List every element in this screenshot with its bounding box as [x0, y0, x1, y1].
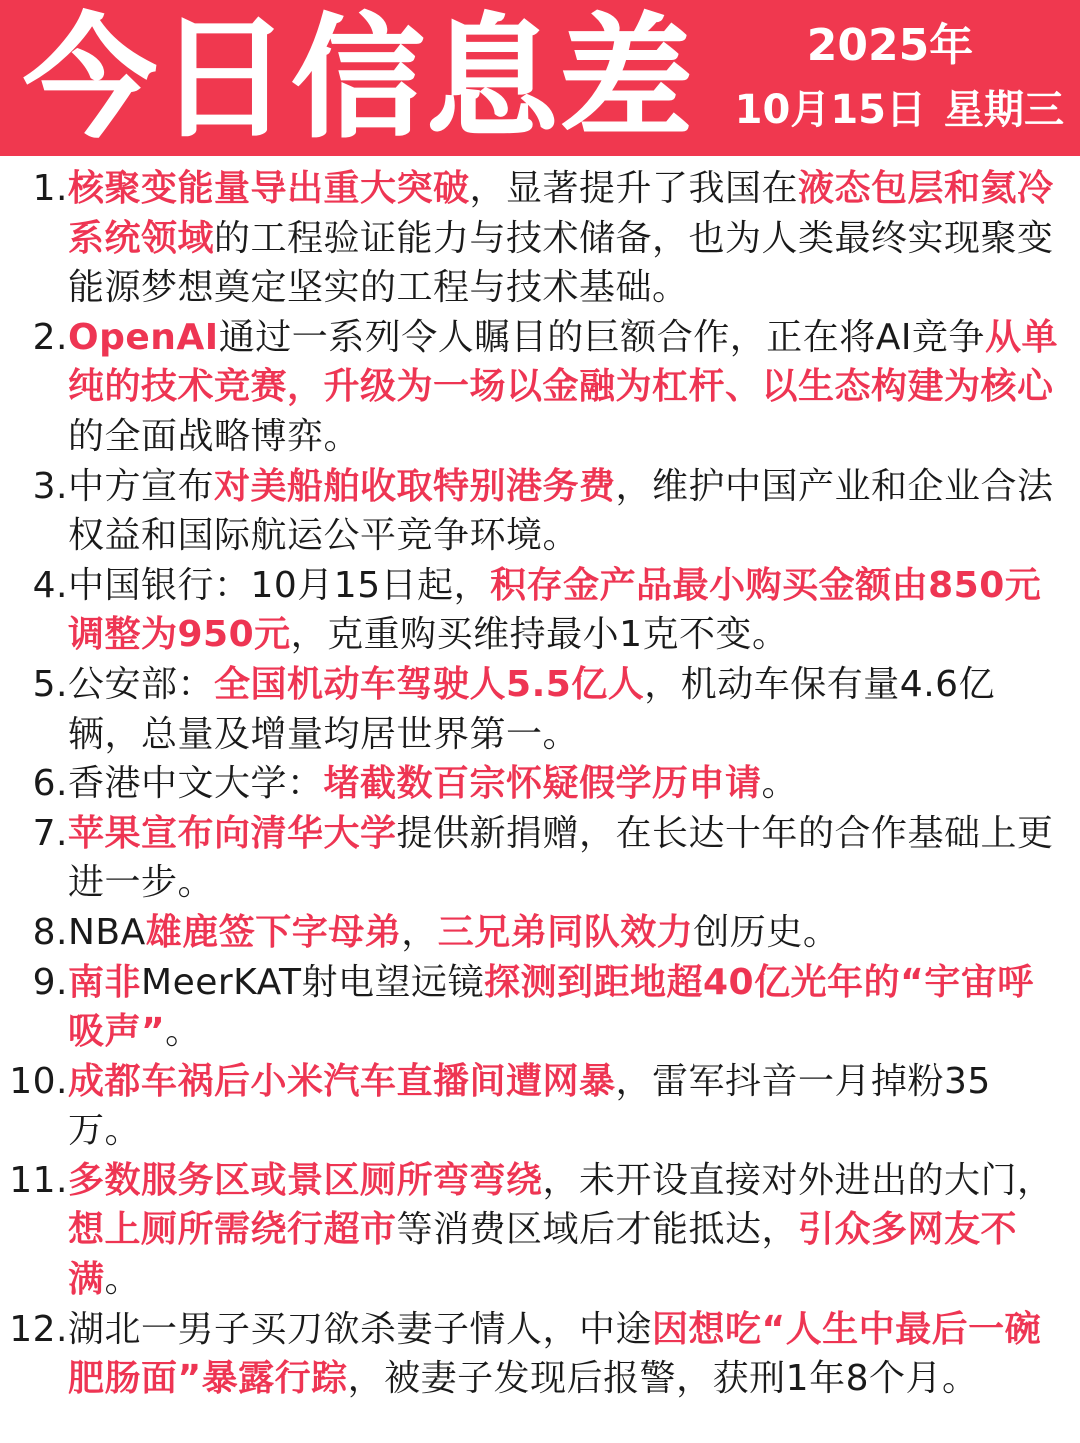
- news-item-number: 4.: [32, 564, 68, 606]
- news-item: [0, 561, 1080, 660]
- news-text: ，雷军抖音一月掉粉35万。: [68, 1060, 991, 1152]
- news-item-number: 5.: [32, 663, 68, 705]
- news-text: 的全面战略博弈。: [68, 415, 361, 457]
- news-highlight-text: 积存金产品最小购买金额由850元调整为950元: [68, 564, 1042, 656]
- news-highlight-text: 南非: [68, 961, 142, 1003]
- date-line: [735, 82, 1064, 138]
- news-text: 湖北一男子买刀欲杀妻子情人，中途: [68, 1308, 653, 1350]
- date-weekday: 星期三: [944, 87, 1064, 133]
- header-banner: [0, 0, 1080, 156]
- news-item-number: 11.: [9, 1159, 68, 1201]
- news-highlight-text: 堵截数百宗怀疑假学历申请: [323, 763, 762, 805]
- news-highlight-text: 苹果宣布向清华大学: [68, 812, 397, 854]
- news-text: ，被妻子发现后报警，获刑1年8个月。: [347, 1358, 979, 1400]
- news-item-number: 3.: [32, 465, 68, 507]
- news-list: [0, 164, 1080, 1404]
- news-item: [0, 759, 1080, 809]
- news-text: ，: [401, 911, 438, 953]
- news-item: [0, 462, 1080, 561]
- news-item: [0, 908, 1080, 958]
- news-highlight-text: 因想吃“人生中最后一碗肥肠面”暴露行踪: [68, 1308, 1042, 1400]
- news-text: 。: [104, 1259, 142, 1301]
- news-item-number: 10.: [9, 1060, 68, 1102]
- news-item: [0, 958, 1080, 1057]
- news-highlight-text: 引众多网友不满: [68, 1209, 1018, 1301]
- news-text: 中国银行：10月15日起，: [68, 564, 491, 606]
- news-text: 通过一系列令人瞩目的巨额合作，正在将AI竞争: [218, 316, 985, 358]
- news-text: ，克重购买维持最小1克不变。: [290, 614, 789, 656]
- news-text: ，机动车保有量4.6亿辆，总量及增量均居世界第一。: [68, 663, 996, 755]
- news-text: ，未开设直接对外进出的大门，: [542, 1159, 1054, 1201]
- news-text: 公安部：: [68, 663, 215, 705]
- news-text: MeerKAT射电望远镜: [141, 961, 484, 1003]
- news-item-number: 6.: [32, 763, 68, 805]
- news-item: [0, 1305, 1080, 1404]
- news-highlight-text: 全国机动车驾驶人5.5亿人: [214, 663, 645, 705]
- page-title: 今日信息差: [24, 2, 694, 156]
- news-item-number: 1.: [32, 168, 68, 209]
- news-highlight-text: 三兄弟同队效力: [437, 911, 694, 953]
- news-highlight-text: 想上厕所需绕行超市: [68, 1209, 397, 1251]
- news-text: ，维护中国产业和企业合法权益和国际航运公平竞争环境。: [68, 465, 1054, 557]
- news-highlight-text: 成都车祸后小米汽车直播间遭网暴: [68, 1060, 616, 1102]
- news-item: [0, 1057, 1080, 1156]
- news-text: 提供新捐赠，在长达十年的合作基础上更进一步。: [68, 812, 1054, 904]
- news-item: [0, 313, 1080, 462]
- news-text: 的工程验证能力与技术储备，也为人类最终实现聚变能源梦想奠定坚实的工程与技术基础。: [68, 217, 1054, 309]
- news-item-number: 9.: [32, 961, 68, 1003]
- news-text: 。: [165, 1011, 202, 1053]
- news-item: [0, 1156, 1080, 1305]
- date-day: 10月15日: [734, 87, 926, 133]
- news-item: [0, 809, 1080, 908]
- news-item-number: 7.: [32, 812, 68, 854]
- news-text: 中方宣布: [68, 465, 215, 507]
- news-highlight-text: 探测到距地超40亿光年的“宇宙呼吸声”: [68, 961, 1034, 1053]
- news-text: 香港中文大学：: [68, 763, 324, 805]
- news-highlight-text: 对美船舶收取特别港务费: [214, 465, 616, 507]
- news-highlight-text: 核聚变能量导出重大突破: [68, 168, 470, 209]
- news-text: NBA: [68, 911, 146, 953]
- news-item: [0, 660, 1080, 759]
- news-item: [0, 164, 1080, 313]
- date-year: 2025年: [806, 20, 974, 71]
- news-highlight-text: OpenAI: [68, 316, 219, 358]
- news-text: 。: [761, 763, 799, 805]
- news-item-number: 2.: [32, 316, 68, 358]
- news-highlight-text: 从单纯的技术竞赛，升级为一场以金融为杠杆、以生态构建为核心: [68, 316, 1058, 408]
- news-text: 创历史。: [693, 911, 840, 953]
- news-highlight-text: 多数服务区或景区厕所弯弯绕: [68, 1159, 543, 1201]
- news-highlight-text: 液态包层和氦冷系统领域: [68, 168, 1054, 259]
- news-text: 等消费区域后才能抵达，: [396, 1209, 799, 1251]
- news-text: ，显著提升了我国在: [469, 168, 799, 209]
- news-item-number: 8.: [32, 911, 68, 953]
- news-highlight-text: 雄鹿签下字母弟: [145, 911, 402, 953]
- news-item-number: 12.: [9, 1308, 68, 1350]
